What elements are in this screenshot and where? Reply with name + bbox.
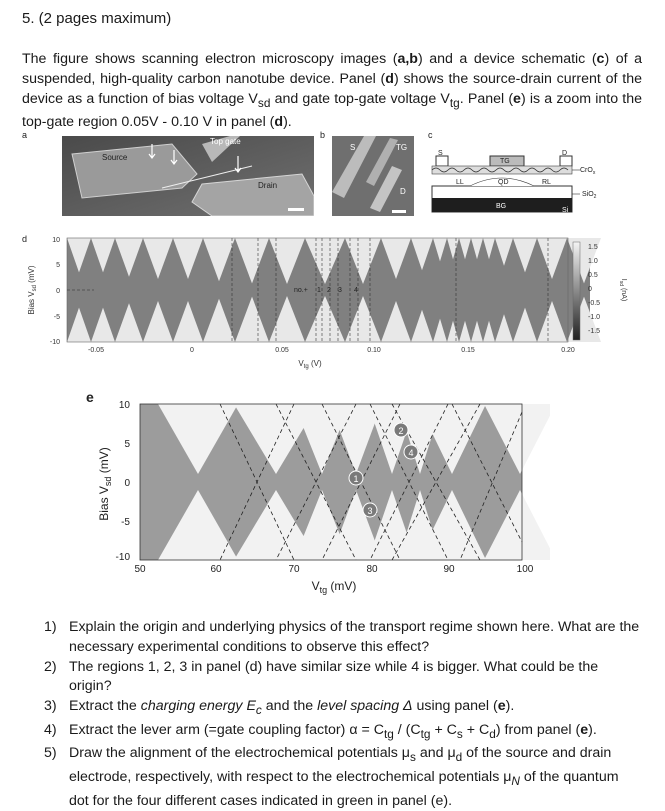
panel-c-cro-text (580, 167, 596, 176)
panel-c-sio-sub: 2 (593, 194, 597, 200)
panel-d-cbar-tick-5: -1.0 (588, 314, 601, 321)
question-5-pre: Draw the alignment of the electrochemical potentials μ (69, 745, 410, 762)
panel-b-sem-image (332, 136, 414, 216)
question-4-sub-3: s (456, 726, 463, 741)
question-heading: 5. (2 pages maximum) (22, 10, 172, 27)
panel-e-xlabel-sub: tg (319, 585, 328, 595)
panel-c-d-text: D (562, 150, 568, 157)
panel-a-top-gate-text: Top gate (210, 137, 241, 146)
question-3-em1: charging energy E (140, 698, 256, 715)
panel-e-marker-4-text: 4 (408, 448, 414, 458)
intro-bold-e: e (513, 90, 521, 107)
panel-b-sem-drawing (332, 136, 414, 216)
panel-e-xlabel (312, 579, 357, 595)
question-4-sub-4: d (489, 726, 496, 741)
panel-e-xtick-2: 70 (288, 564, 300, 575)
panel-e-ytick-4: -10 (115, 552, 130, 563)
question-4-sub-2: tg (420, 726, 431, 741)
panel-d-cbar-label-unit: (nA) (620, 286, 627, 302)
panel-e-ylabel-unit: (mV) (97, 447, 111, 477)
question-5-sub-3: N (511, 773, 520, 788)
panel-c-sio-base: SiO (582, 191, 594, 198)
intro-text-7: ) is a zoom into the top-gate region 0.05V - 0.10 V in panel ( (22, 90, 642, 131)
question-4-number: 4) (44, 721, 57, 738)
panel-e-marker-3 (363, 503, 377, 517)
question-2-text: The regions 1, 2, 3 in panel (d) have similar size while 4 is bigger. What could be the origin? (69, 658, 599, 695)
intro-text-4: ) shows the source-drain current of the device as a function of bias voltage V (22, 70, 642, 107)
panel-c-sio-text (582, 191, 597, 200)
question-3-em1-sub: c (255, 703, 262, 718)
question-4-m1: / (C (393, 721, 421, 738)
panel-d-ytick-2: 0 (56, 288, 60, 295)
panel-e-marker-4 (404, 445, 418, 459)
panel-d-ylabel-base: Bias V (27, 291, 36, 315)
intro-sub-sd: sd (257, 95, 271, 110)
panel-c-cro-base: CrO (580, 167, 593, 174)
panel-e-marker-1-text: 1 (353, 474, 359, 484)
panel-d-xtick-4: 0.15 (461, 347, 475, 354)
panel-a-sem-image (62, 136, 314, 216)
panel-d-xtick-5: 0.20 (561, 347, 575, 354)
panel-b-s-text: S (350, 143, 356, 152)
panel-c-bg-text: BG (496, 203, 507, 210)
question-5-number: 5) (44, 745, 57, 762)
panel-d-xtick-2: 0.05 (275, 347, 289, 354)
panel-d-label: d (22, 234, 28, 244)
question-2 (44, 658, 640, 698)
panel-c-s-text: S (438, 150, 443, 157)
intro-text-3: ) of a suspended, high-quality carbon nanotube device. Panel ( (22, 51, 642, 87)
panel-e-ytick-1: 5 (124, 439, 130, 450)
question-3-number: 3) (44, 698, 57, 715)
panel-e-ylabel-base: Bias V (97, 486, 111, 521)
panel-e-chart (80, 392, 550, 602)
panel-d-ylabel-sub: sd (32, 285, 38, 292)
question-3 (44, 697, 640, 721)
panel-b-d-text: D (400, 187, 406, 196)
question-list (44, 618, 640, 811)
panel-c-si-text: Si (562, 207, 569, 214)
panel-d-xlabel (298, 359, 322, 370)
question-5-sub-1: s (409, 750, 416, 765)
panel-d-xlabel-base: V (298, 359, 304, 368)
panel-e-ytick-2: 0 (124, 478, 130, 489)
panel-e-marker-2-text: 2 (398, 426, 404, 436)
panel-d-ytick-3: -5 (53, 314, 60, 321)
panel-a-source-text: Source (102, 153, 128, 162)
panel-e-xlabel-unit: (mV) (327, 579, 357, 593)
panel-d-cbar-tick-4: -0.5 (588, 300, 601, 307)
question-3-post: using panel ( (412, 698, 498, 715)
question-4 (44, 721, 640, 745)
panel-b-tg-text: TG (396, 143, 408, 152)
question-1-number: 1) (44, 619, 57, 635)
panel-d-region-2: 2 (327, 287, 331, 294)
intro-text-2: ) and a device schematic ( (417, 51, 597, 67)
intro-sub-tg: tg (449, 95, 460, 110)
question-3-em2: level spacing Δ (317, 698, 413, 715)
question-4-sub-1: tg (383, 726, 394, 741)
panel-e-marker-3-text: 3 (367, 506, 373, 516)
panel-d-chart (20, 232, 640, 374)
panel-c-tg-text: TG (500, 158, 510, 165)
panel-a-drain-text: Drain (258, 181, 278, 190)
intro-text-8: ). (283, 114, 292, 131)
question-5-m2: of the source and drain electrode, respectively, with respect to the electrochemical potentials μ (69, 745, 612, 786)
question-4-m3: + C (462, 721, 490, 738)
intro-bold-c: c (596, 51, 605, 67)
question-3-mid: and the (261, 698, 318, 715)
panel-c-ll-text: LL (456, 179, 464, 186)
panel-a-sem-drawing (62, 136, 314, 216)
panel-e-ylabel (97, 447, 113, 521)
question-4-m4: ) from panel ( (495, 721, 581, 738)
panel-d-xlabel-unit: (V) (308, 359, 322, 368)
panel-d-cbar-label-base: I (620, 278, 627, 281)
intro-paragraph (22, 50, 642, 133)
panel-e-label: e (86, 392, 94, 405)
panel-d-ytick-4: -10 (49, 339, 60, 346)
panel-e-ylabel-sub: sd (103, 476, 113, 487)
panel-d-ytick-1: 5 (56, 262, 60, 269)
question-4-end: ). (588, 721, 597, 738)
panel-a-label: a (22, 130, 28, 140)
panel-d-cbar-tick-0: 1.5 (588, 244, 598, 251)
panel-e-marker-2 (394, 423, 408, 437)
question-3-bold-e: e (497, 698, 506, 715)
intro-bold-d: d (385, 70, 394, 87)
question-1 (44, 618, 640, 658)
intro-text-6: . Panel ( (459, 90, 514, 107)
panel-d-cbar-label (618, 279, 627, 301)
panel-d-xtick-1: 0 (190, 347, 194, 354)
panel-e-xtick-0: 50 (134, 564, 146, 575)
question-3-pre: Extract the (69, 698, 141, 715)
question-1-text: Explain the origin and underlying physics of the transport regime shown here. What are the necessary experimental conditions to observe this effect? (69, 619, 640, 655)
panel-c-label: c (428, 130, 433, 140)
panel-d-cbar-tick-2: 0.5 (588, 272, 598, 279)
panel-c-rl-text: RL (542, 179, 551, 186)
panel-e-xtick-4: 90 (443, 564, 455, 575)
panel-c-cro-sub: x (592, 170, 596, 176)
intro-bold-ab: a,b (397, 51, 418, 67)
panel-d-region-1: 1 (317, 287, 321, 294)
panel-e-ytick-3: -5 (121, 517, 130, 528)
question-5-m1: and μ (415, 745, 456, 762)
panel-d-ylabel-unit: (mV) (27, 265, 36, 286)
panel-e-xtick-1: 60 (210, 564, 222, 575)
question-5-sub-2: d (455, 750, 463, 765)
panel-d-cbar-tick-6: -1.5 (588, 328, 601, 335)
panel-c-schematic (430, 148, 620, 218)
panel-b-label: b (320, 130, 326, 140)
question-5-m3: of the quantum dot for the four different cases indicated in green in panel (e). (69, 769, 619, 809)
question-4-bold-e: e (580, 721, 589, 738)
panel-e-xlabel-base: V (311, 579, 320, 593)
question-4-m2: + C (430, 721, 457, 738)
intro-text-5: and gate top-gate voltage V (270, 90, 450, 107)
panel-d-annot: no.+ (294, 287, 308, 294)
panel-e-ytick-0: 10 (118, 400, 130, 411)
panel-d-ylabel (27, 265, 38, 314)
panel-c-drawing (430, 148, 620, 218)
intro-text-1: The figure shows scanning electron microscopy images ( (22, 51, 398, 67)
question-2-number: 2) (44, 658, 57, 675)
panel-d-ytick-0: 10 (52, 237, 60, 244)
panel-d-xtick-3: 0.10 (367, 347, 381, 354)
panel-d-cbar-label-sub: sd (618, 280, 624, 287)
panel-e-marker-1 (349, 471, 363, 485)
question-4-pre: Extract the lever arm (=gate coupling factor) α = C (69, 721, 384, 738)
panel-d-region-3: 3 (338, 287, 342, 294)
panel-d-region-4: 4 (354, 287, 358, 294)
question-5 (44, 744, 640, 811)
panel-e-xtick-3: 80 (366, 564, 378, 575)
panel-e-xtick-5: 100 (516, 564, 534, 575)
panel-d-cbar-tick-3: 0 (588, 286, 592, 293)
panel-c-qd-text: QD (498, 179, 509, 186)
panel-d-xtick-0: -0.05 (88, 347, 104, 354)
intro-bold-d2: d (274, 114, 284, 131)
question-3-end: ). (505, 698, 515, 715)
panel-d-xlabel-sub: tg (303, 364, 309, 370)
panel-d-cbar-tick-1: 1.0 (588, 258, 598, 265)
